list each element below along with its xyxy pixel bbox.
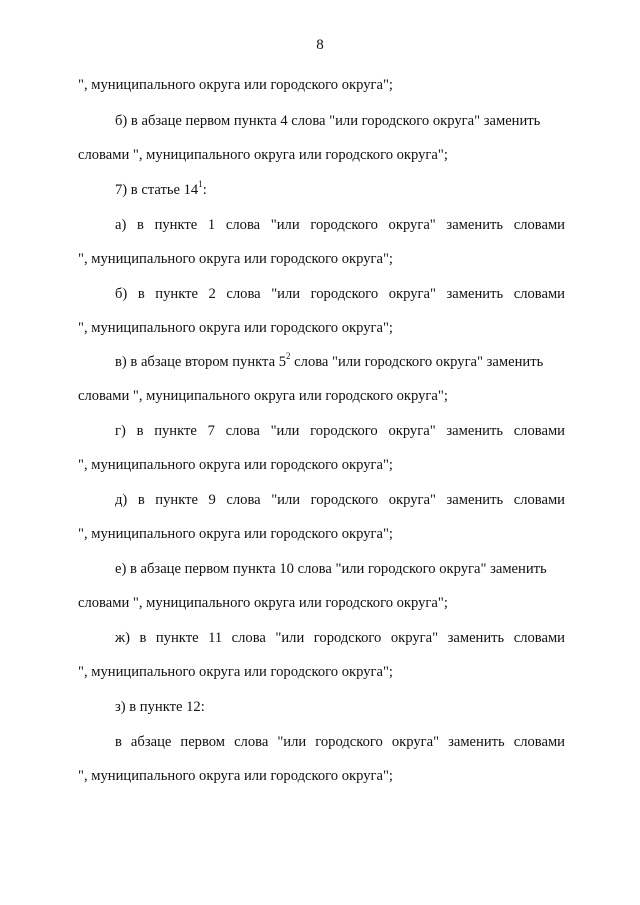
superscript: 2 [286,351,291,362]
text-line: ", муниципального округа или городского округа"; [78,664,393,680]
text-line: словами ", муниципального округа или городского округа"; [78,388,448,404]
text-line-end: : [202,182,207,198]
text-line: словами ", муниципального округа или городского округа"; [78,595,448,611]
text-line: ", муниципального округа или городского округа"; [78,768,393,784]
text-line: ж) в пункте 11 слова "или городского округа" заменить словами [115,630,565,646]
text-line: з) в пункте 12: [115,699,205,715]
superscript: 1 [198,179,203,190]
text-line-end: слова "или городского округа" заменить [290,354,544,370]
text-line [115,353,543,371]
text-line: ", муниципального округа или городского округа"; [78,526,393,542]
text-line: ", муниципального округа или городского округа"; [78,320,393,336]
text-line-main: в) в абзаце втором пункта 5 [115,354,287,370]
text-line: в абзаце первом слова "или городского округа" заменить словами [115,734,565,750]
page-number: 8 [316,37,324,53]
text-line: г) в пункте 7 слова "или городского округа" заменить словами [115,423,565,439]
text-line: ", муниципального округа или городского округа"; [78,251,393,267]
text-line: а) в пункте 1 слова "или городского округа" заменить словами [115,217,565,233]
text-line: е) в абзаце первом пункта 10 слова "или городского округа" заменить [115,561,547,577]
text-line: словами ", муниципального округа или городского округа"; [78,147,448,163]
text-line: ", муниципального округа или городского округа"; [78,457,393,473]
text-line-main: 7) в статье 14 [115,182,199,198]
text-line [115,181,207,199]
text-line: б) в абзаце первом пункта 4 слова "или городского округа" заменить [115,113,541,129]
text-line: д) в пункте 9 слова "или городского округа" заменить словами [115,492,565,508]
text-line: б) в пункте 2 слова "или городского округа" заменить словами [115,286,565,302]
text-line: ", муниципального округа или городского округа"; [78,77,393,93]
